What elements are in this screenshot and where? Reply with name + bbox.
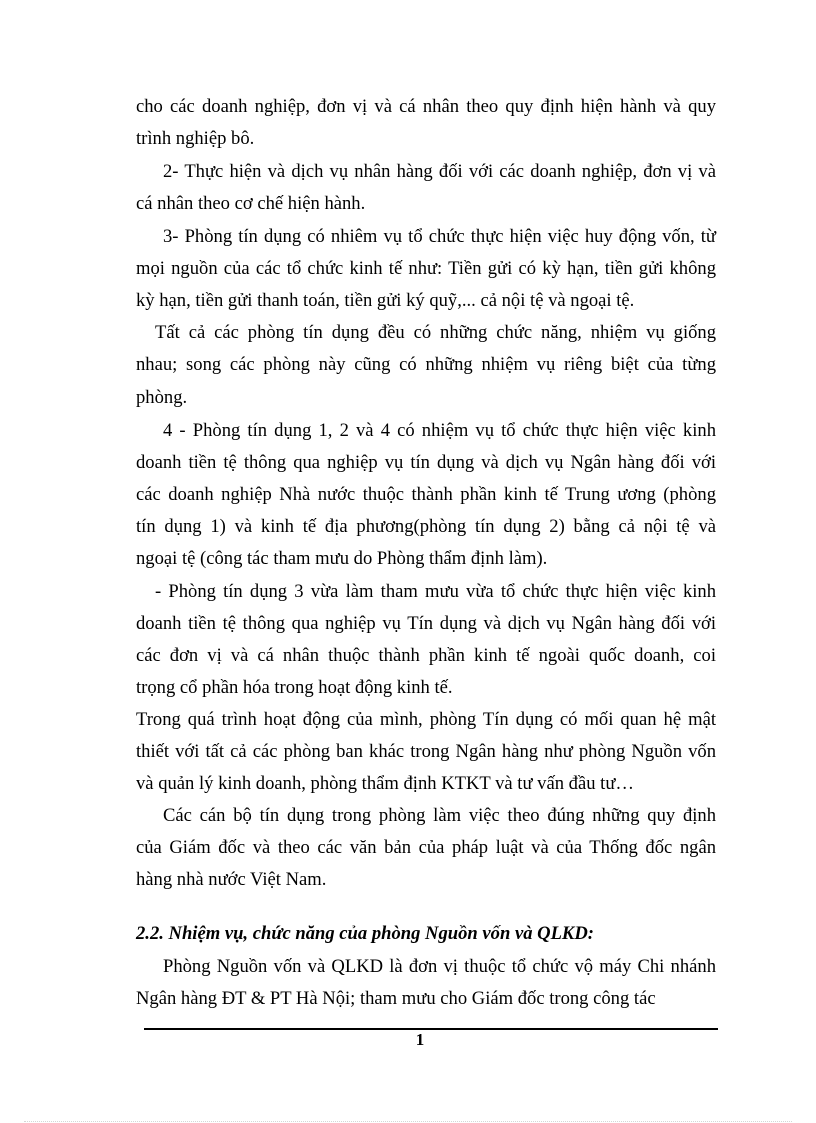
text-line: cá nhân theo cơ chế hiện hành.	[136, 193, 366, 214]
text-line: phòng.	[136, 387, 188, 408]
page-number: 1	[415, 1030, 425, 1049]
text-line: 2- Thực hiện và dịch vụ nhân hàng đối với các doanh nghiệp, đơn vị và	[163, 161, 716, 182]
text-line: các doanh nghiệp Nhà nước thuộc thành phần kinh tế Trung ương (phòng	[136, 484, 716, 505]
text-line: Phòng Nguồn vốn và QLKD là đơn vị thuộc tổ chức vộ máy Chi nhánh	[163, 956, 716, 977]
page-edge-divider	[24, 1121, 792, 1122]
text-line: thiết với tất cả các phòng ban khác trong Ngân hàng như phòng Nguồn vốn	[136, 741, 716, 762]
text-line: Ngân hàng ĐT & PT Hà Nội; tham mưu cho Giám đốc trong công tác	[136, 988, 656, 1009]
text-line: trọng cổ phần hóa trong hoạt động kinh tế.	[136, 677, 453, 698]
text-line: Các cán bộ tín dụng trong phòng làm việc theo đúng những quy định	[163, 805, 716, 826]
text-line: ngoại tệ (công tác tham mưu do Phòng thẩm định làm).	[136, 548, 548, 569]
text-line: và quản lý kinh doanh, phòng thẩm định KTKT và tư vấn đầu tư…	[136, 773, 635, 794]
text-line: doanh tiền tệ thông qua nghiệp vụ Tín dụng và dịch vụ Ngân hàng đối với	[136, 613, 716, 634]
text-line: doanh tiền tệ thông qua nghiệp vụ tín dụng và dịch vụ Ngân hàng đối với	[136, 452, 716, 473]
text-line: Tất cả các phòng tín dụng đều có những chức năng, nhiệm vụ giống	[155, 322, 716, 343]
text-line: Trong quá trình hoạt động của mình, phòng Tín dụng có mối quan hệ mật	[136, 709, 716, 730]
text-line: mọi nguồn của các tổ chức kinh tế như: Tiền gửi có kỳ hạn, tiền gửi không	[136, 258, 716, 279]
section-heading: 2.2. Nhiệm vụ, chức năng của phòng Nguồn vốn và QLKD:	[136, 923, 594, 944]
text-line: kỳ hạn, tiền gửi thanh toán, tiền gửi ký quỹ,... cả nội tệ và ngoại tệ.	[136, 290, 635, 311]
text-line: của Giám đốc và theo các văn bản của pháp luật và của Thống đốc ngân	[136, 837, 716, 858]
text-line: nhau; song các phòng này cũng có những nhiệm vụ riêng biệt của từng	[136, 354, 716, 375]
text-line: các đơn vị và cá nhân thuộc thành phần kinh tế ngoài quốc doanh, coi	[136, 645, 716, 666]
text-line: trình nghiệp bô.	[136, 128, 255, 149]
text-line: hàng nhà nước Việt Nam.	[136, 869, 327, 890]
text-line: 3- Phòng tín dụng có nhiêm vụ tổ chức thực hiện việc huy động vốn, từ	[163, 226, 716, 247]
text-line: cho các doanh nghiệp, đơn vị và cá nhân theo quy định hiện hành và quy	[136, 96, 716, 117]
text-line: tín dụng 1) và kinh tế địa phương(phòng tín dụng 2) bằng cả nội tệ và	[136, 516, 716, 537]
text-line: 4 - Phòng tín dụng 1, 2 và 4 có nhiệm vụ tổ chức thực hiện việc kinh	[163, 420, 716, 441]
text-line: - Phòng tín dụng 3 vừa làm tham mưu vừa tổ chức thực hiện việc kinh	[155, 581, 716, 602]
